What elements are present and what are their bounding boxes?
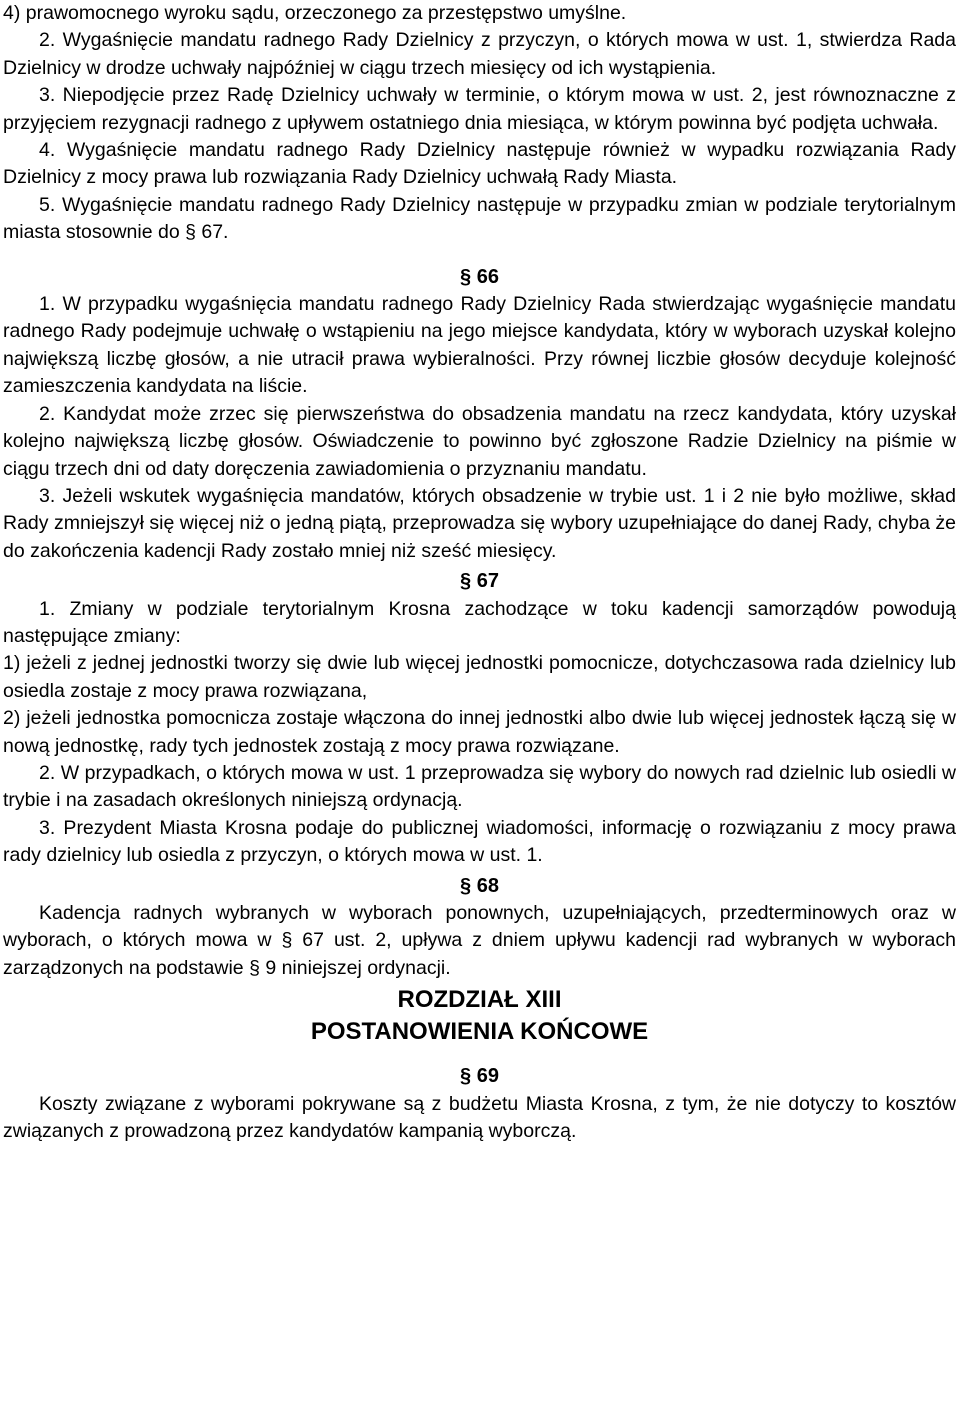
section-67-point-1: 1) jeżeli z jednej jednostki tworzy się dwie lub więcej jednostki pomocnicze, dotychczasowa rada dzielnicy lub osiedla zostaje z mocy prawa rozwiązana, xyxy=(3,652,956,702)
section-66-paragraph-1: 1. W przypadku wygaśnięcia mandatu radnego Rady Dzielnicy Rada stwierdzając wygaśnięcie mandatu radnego Rady podejmuje uchwałę o wstąpieniu na jego miejsce kandydata, który w wyborach uzyskał kolejno największą liczbę głosów, a nie utracił prawa wybieralności. Przy równej liczbie głosów decyduje kolejność zamieszczenia kandydata na liście. xyxy=(3,293,956,398)
section-69-heading: § 69 xyxy=(460,1065,499,1088)
paragraph-top-1: 4) prawomocnego wyroku sądu, orzeczonego za przestępstwo umyślne. xyxy=(3,2,627,24)
paragraph-top-4: 4. Wygaśnięcie mandatu radnego Rady Dzielnicy następuje również w wypadku rozwiązania Rady Dzielnicy z mocy prawa lub rozwiązania Rady Dzielnicy uchwałą Rady Miasta. xyxy=(3,139,956,189)
section-69-paragraph-1: Koszty związane z wyborami pokrywane są z budżetu Miasta Krosna, z tym, że nie dotyczy to kosztów związanych z prowadzoną przez kandydatów kampanią wyborczą. xyxy=(3,1092,956,1143)
section-67-point-2: 2) jeżeli jednostka pomocnicza zostaje włączona do innej jednostki albo dwie lub więcej jednostek łączą się w nową jednostkę, rady tych jednostek zostają z mocy prawa rozwiązane. xyxy=(3,707,956,757)
section-67-paragraph-1: 1. Zmiany w podziale terytorialnym Krosna zachodzące w toku kadencji samorządów powodują następujące zmiany: xyxy=(3,597,956,647)
section-68-heading: § 68 xyxy=(460,874,499,897)
paragraph-top-5: 5. Wygaśnięcie mandatu radnego Rady Dzielnicy następuje w przypadku zmian w podziale terytorialnym miasta stosownie do § 67. xyxy=(3,193,956,244)
section-66-paragraph-2: 2. Kandydat może zrzec się pierwszeństwa do obsadzenia mandatu na rzecz kandydata, który uzyskał kolejno największą liczbę głosów. Oświadczenie to powinno być zgłoszone Radzie Dzielnicy na piśmie w ciągu trzech dni od daty doręczenia zawiadomienia o przyznaniu mandatu. xyxy=(3,402,956,480)
chapter-number: ROZDZIAŁ XIII xyxy=(397,986,562,1014)
paragraph-top-3: 3. Niepodjęcie przez Radę Dzielnicy uchwały w terminie, o którym mowa w ust. 2, jest równoznaczne z przyjęciem rezygnacji radnego z upływem ostatniego dnia miesiąca, w którym powinna być podjęta uchwała. xyxy=(3,84,956,134)
section-66-heading: § 66 xyxy=(460,265,499,288)
section-67-paragraph-2: 2. W przypadkach, o których mowa w ust. 1 przeprowadza się wybory do nowych rad dzielnic lub osiedli w trybie i na zasadach określonych niniejszą ordynacją. xyxy=(3,761,956,812)
section-67-heading: § 67 xyxy=(460,570,499,593)
section-67-paragraph-3: 3. Prezydent Miasta Krosna podaje do publicznej wiadomości, informację o rozwiązaniu z mocy prawa rady dzielnicy lub osiedla z przyczyn, o których mowa w ust. 1. xyxy=(3,816,956,867)
section-68-paragraph-1: Kadencja radnych wybranych w wyborach ponownych, uzupełniających, przedterminowych oraz w wyborach, o których mowa w § 67 ust. 2, upływa z dniem upływu kadencji rad wybranych w wyborach zarządzonych na podstawie § 9 niniejszej ordynacji. xyxy=(3,902,956,979)
chapter-title: POSTANOWIENIA KOŃCOWE xyxy=(310,1018,649,1046)
paragraph-top-2: 2. Wygaśnięcie mandatu radnego Rady Dzielnicy z przyczyn, o których mowa w ust. 1, stwierdza Rada Dzielnicy w drodze uchwały najpóźniej w ciągu trzech miesięcy od ich wystąpienia. xyxy=(3,29,956,79)
section-66-paragraph-3: 3. Jeżeli wskutek wygaśnięcia mandatów, których obsadzenie w trybie ust. 1 i 2 nie było możliwe, skład Rady zmniejszył się więcej niż o jedną piątą, przeprowadza się wybory uzupełniające do danej Rady, chyba że do zakończenia kadencji Rady zostało mniej niż sześć miesięcy. xyxy=(3,484,956,562)
